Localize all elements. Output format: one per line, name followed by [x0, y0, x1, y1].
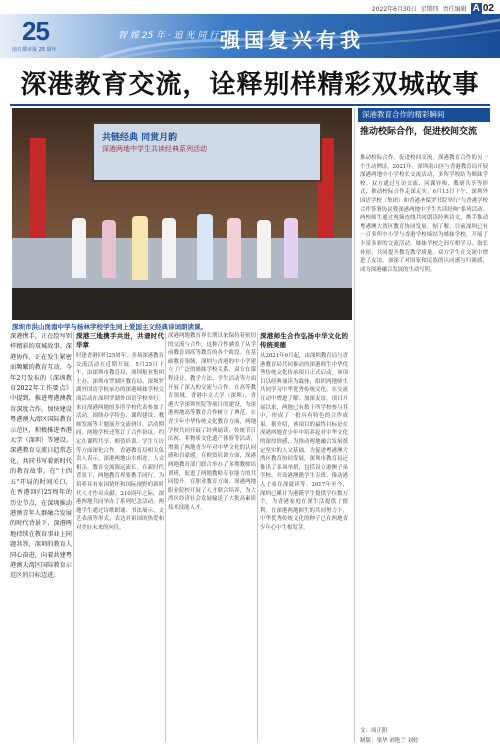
headline-rule — [10, 104, 490, 106]
sidebar-design-credit: 制版：梁华 刘艳兰 刘婷 — [360, 738, 419, 744]
lead-paragraph: 深港携手，正在绘写别样精彩的双城故事。深港协作，正在发生紧密而频繁的教育互动。今年2月发布的《深圳教育2022年工作要点》中提到，推进粤港澳教育深度合作，加快建设粤港澳大湾区国际教育示范区，积极推进香港大学（深圳）等建设。深港教育交流日趋常态化，共同书写着新时代的教育故事。在"十四五"开局的时间关口，在香港回归25周年的历史节点，在深圳推动港澳青年人群融合发展的时代背景下，深港两地持续在教育事业上同题共答，深圳的教育人同心奋进，向着共建粤港澳大湾区国际教育示范区的目标迈进。 — [10, 333, 72, 580]
performer-figure — [284, 218, 298, 278]
performer-figure — [257, 220, 271, 278]
dateline — [372, 2, 494, 14]
event-photo — [12, 108, 352, 320]
logo-number: 25 — [22, 16, 49, 46]
sidebar-body: 推动校际合作，促进校间交流。深港教育合作的另一个生动例证。2021年，深圳南山区与香港教育局开展深港两地中小学校长交流活动，多所学校结为姊妹学校。双方通过互访交流、同课异构、教研共享等形式，推动校际合作走深走实。6月13日下午，深圳外国语学校（集团）和香港圣保罗书院举行"与香港学校合作签署协议暨深港两地中学生共读经典"系列活动。两校师生通过视频连线共同朗读经典诗文，携手推动粤港澳大湾区教育协同发展。据了解，目前深圳已有一百多所中小学与香港学校缔结为姊妹学校，开展了丰富多彩的交流活动。姊妹学校之间互相学习、取长补短，共同提升教育教学质量。双方学生在交流中增进了友谊，加深了对国家和民族的认同感与归属感，成为深港融合发展的生动写照。 — [360, 155, 488, 273]
sidebar-header: 深港教育合作的精彩瞬间 — [358, 108, 490, 122]
edition-text: 责任编辑 — [442, 5, 467, 13]
article-column-1 — [76, 332, 164, 742]
performer-figure — [102, 220, 116, 278]
left-stage-banner — [30, 138, 46, 248]
column-divider — [257, 332, 258, 742]
performer-figure — [72, 218, 86, 278]
main-headline: 深港教育交流，诠释别样精彩双城故事 — [20, 70, 480, 100]
anniversary-logo — [8, 16, 98, 56]
column-1-heading: 深港三地携手共进，共谱时代华章 — [76, 332, 164, 349]
screen-title: 共链经典 同赏月韵 — [102, 133, 178, 143]
logo-subtitle: 南方都市报 25 周年 — [12, 47, 57, 53]
sidebar-subtitle: 推动校际合作，促进校间交流 — [360, 127, 478, 137]
column-2-text: 深港两地教育界长期以来保持着密切的交流与合作，这种合作涵盖了从学前教育到高等教育的各个阶段。在基础教育领域，深圳与香港的中小学建立了广泛的姊妹学校关系，双方在课程设计、教学方法、学生活动等方面开展了深入的交流与合作。在高等教育领域，香港中文大学（深圳）、香港大学深圳医院等项目的建设，为深港两地高等教育合作树立了典范。在青少年中华传统文化教育方面，两地学校共同开展了经典诵读、传统节日庆祝、非物质文化遗产体验等活动，增强了两地青少年对中华文化的认同感和自豪感。在师资培训方面，深港两地教育部门联合举办了多期教师培训班，促进了两地教师专业能力的共同提升。在职业教育方面，深港两地职业院校开展了人才联合培养，为大湾区经济社会发展输送了大批高素质技术技能人才。 — [168, 333, 256, 511]
performer-figure — [227, 218, 241, 278]
column-divider — [165, 332, 166, 742]
weekday-text: 星期四 — [420, 5, 439, 13]
audience-row — [12, 288, 352, 320]
page-number — [471, 3, 494, 14]
performer-figure — [197, 214, 213, 280]
sidebar-author: 文：周正阳 — [360, 728, 388, 734]
date-text: 2022年6月30日 — [371, 5, 417, 13]
performer-figure — [162, 218, 176, 278]
page-prefix: A — [472, 2, 480, 14]
column-1-text: 时逢香港回归25周年，多场深港教育交流活动在近期开展。5月25日下午，由深圳市教育局、深圳报业集团主办，深圳市罗湖区教育局、深圳罗湖外国语学校承办的深港姊妹学校交流活动在深圳罗湖外国语学校举行。来自深港两地的多所学校代表参加了活动，围绕办学特色、课程建设、教师发展等主题展开交流研讨。活动期间，两地学校还签订了合作协议，约定在课程共享、师资培训、学生互访等方面深化合作。香港教育局相关负责人表示，深港两地山水相连、人文相亲，教育交流源远流长。在新时代背景下，两地教育界要携手同行，为培养具有家国情怀和国际视野的新时代人才作出贡献。210周年之际，深港两地共同举办了系列纪念活动。两地学生通过诗歌朗诵、书法展示、文艺表演等形式，表达对祖国的热爱和对美好未来的向往。 — [76, 353, 164, 531]
article-column-2 — [168, 332, 256, 742]
column-title: 强国复兴有我 — [220, 28, 364, 52]
column-3-text: 从2021年9月起，由深圳教育局与香港教育局共同推动的深港师生中华优秀传统文化传承项目正式启动。该项目以经典诵读为载体，组织两地师生共同学习中华优秀传统文化，在交流互动中增进了解、加深友谊。项目开展以来，两地已有数十所学校参与其中，形成了一批具有特色的合作成果。据介绍，该项目的最终目标是在深港两地青少年中培养起对中华文化的深厚情感，为推动两地融合发展奠定坚实的人文基础。为促进粤港澳大湾区教育协同发展，深圳市教育局还推出了多项举措，包括设立港澳子弟学校、开设港澳籍学生专班、推动港人子弟在深就读等。2017年至今，深圳已累计为港籍学生提供学位数万个，为香港家庭在深生活提供了便利。在深港两地师生的共同努力下，中华优秀传统文化的种子已在两地青少年心中生根发芽。 — [260, 353, 348, 531]
column-banner — [0, 14, 500, 58]
screen-subtitle: 深港两地中学生共读经典系列活动 — [102, 145, 207, 153]
photo-caption: 深圳市洪山岗南中学与杨林学校学生同上爱国主义经典诗词朗读课。 — [12, 323, 207, 331]
page-num: 02 — [482, 2, 494, 14]
column-3-heading: 深港师生合作弘扬中华文化的传统美德 — [260, 332, 348, 349]
column-divider — [73, 332, 74, 742]
banner-slogan: 智 媒 25 年 · 追 光 同 行 — [118, 31, 219, 41]
performer-figure — [132, 216, 148, 280]
sidebar-divider — [354, 108, 355, 742]
article-column-3 — [260, 332, 348, 742]
